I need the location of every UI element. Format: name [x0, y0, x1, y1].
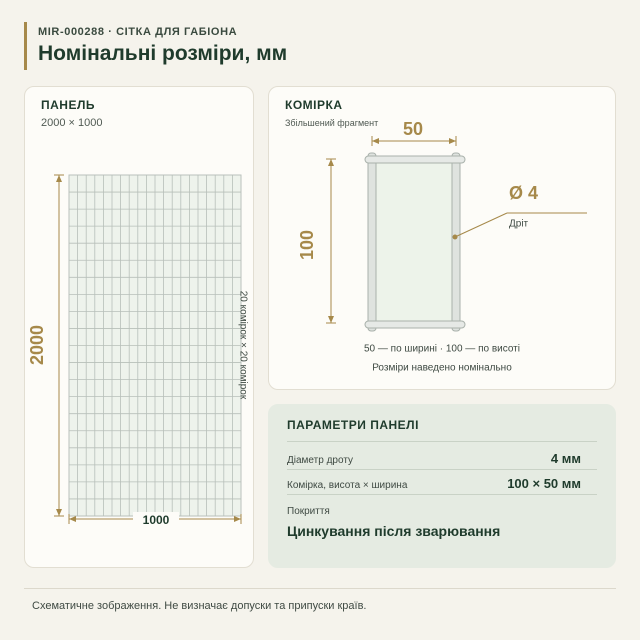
wire-callout-dot: [453, 235, 458, 240]
param-value: 4 мм: [550, 451, 581, 466]
param-label: Комірка, висота × ширина: [287, 480, 408, 491]
cell-subheading: Збільшений фрагмент: [285, 118, 379, 128]
panel-diagram: [25, 87, 253, 567]
coating-value: Цинкування після зварювання: [287, 523, 501, 539]
params-card: [268, 404, 616, 568]
params-heading: ПАРАМЕТРИ ПАНЕЛІ: [287, 418, 419, 432]
cell-caption-dimensions: 50 — по ширині · 100 — по висоті: [364, 343, 520, 355]
params-divider: [287, 441, 597, 442]
panel-card: [24, 86, 254, 568]
cell-wire-right: [452, 153, 460, 331]
cell-diagram: [269, 87, 615, 389]
param-row-cell: [287, 476, 581, 491]
cell-wire-top: [365, 156, 465, 163]
cell-card: [268, 86, 616, 390]
cell-heading: КОМІРКА: [285, 98, 343, 112]
param-row-wire: [287, 451, 581, 466]
cell-height-label: 100: [297, 229, 317, 261]
panel-grid: [69, 175, 241, 516]
cell-caption-nominal: Розміри наведено номінально: [372, 362, 512, 374]
wire-name-label: Дріт: [509, 218, 529, 230]
wire-callout-leader: [455, 213, 507, 237]
accent-bar: [24, 22, 27, 70]
panel-height-label: 2000: [27, 324, 47, 366]
page-title: Номінальні розміри, мм: [38, 42, 288, 65]
footer-note: Схематичне зображення. Не визначає допуски та припуски країв.: [32, 600, 367, 612]
cell-opening: [373, 163, 457, 321]
panel-width-label: 1000: [142, 513, 170, 527]
panel-grid-label: 20 комірок × 20 комірок: [237, 290, 249, 400]
wire-diameter-label: Ø 4: [509, 183, 539, 203]
cell-wire-left: [368, 153, 376, 331]
panel-heading: ПАНЕЛЬ: [41, 98, 96, 112]
footer-divider: [24, 588, 616, 589]
product-code: MIR-000288 · СІТКА ДЛЯ ГАБІОНА: [38, 26, 238, 38]
cell-width-label: 50: [402, 119, 424, 139]
cell-wire-bottom: [365, 321, 465, 328]
param-label: Діаметр дроту: [287, 455, 354, 466]
panel-size: 2000 × 1000: [41, 117, 103, 129]
param-value: 100 × 50 мм: [507, 476, 581, 491]
coating-label: Покриття: [287, 506, 330, 517]
